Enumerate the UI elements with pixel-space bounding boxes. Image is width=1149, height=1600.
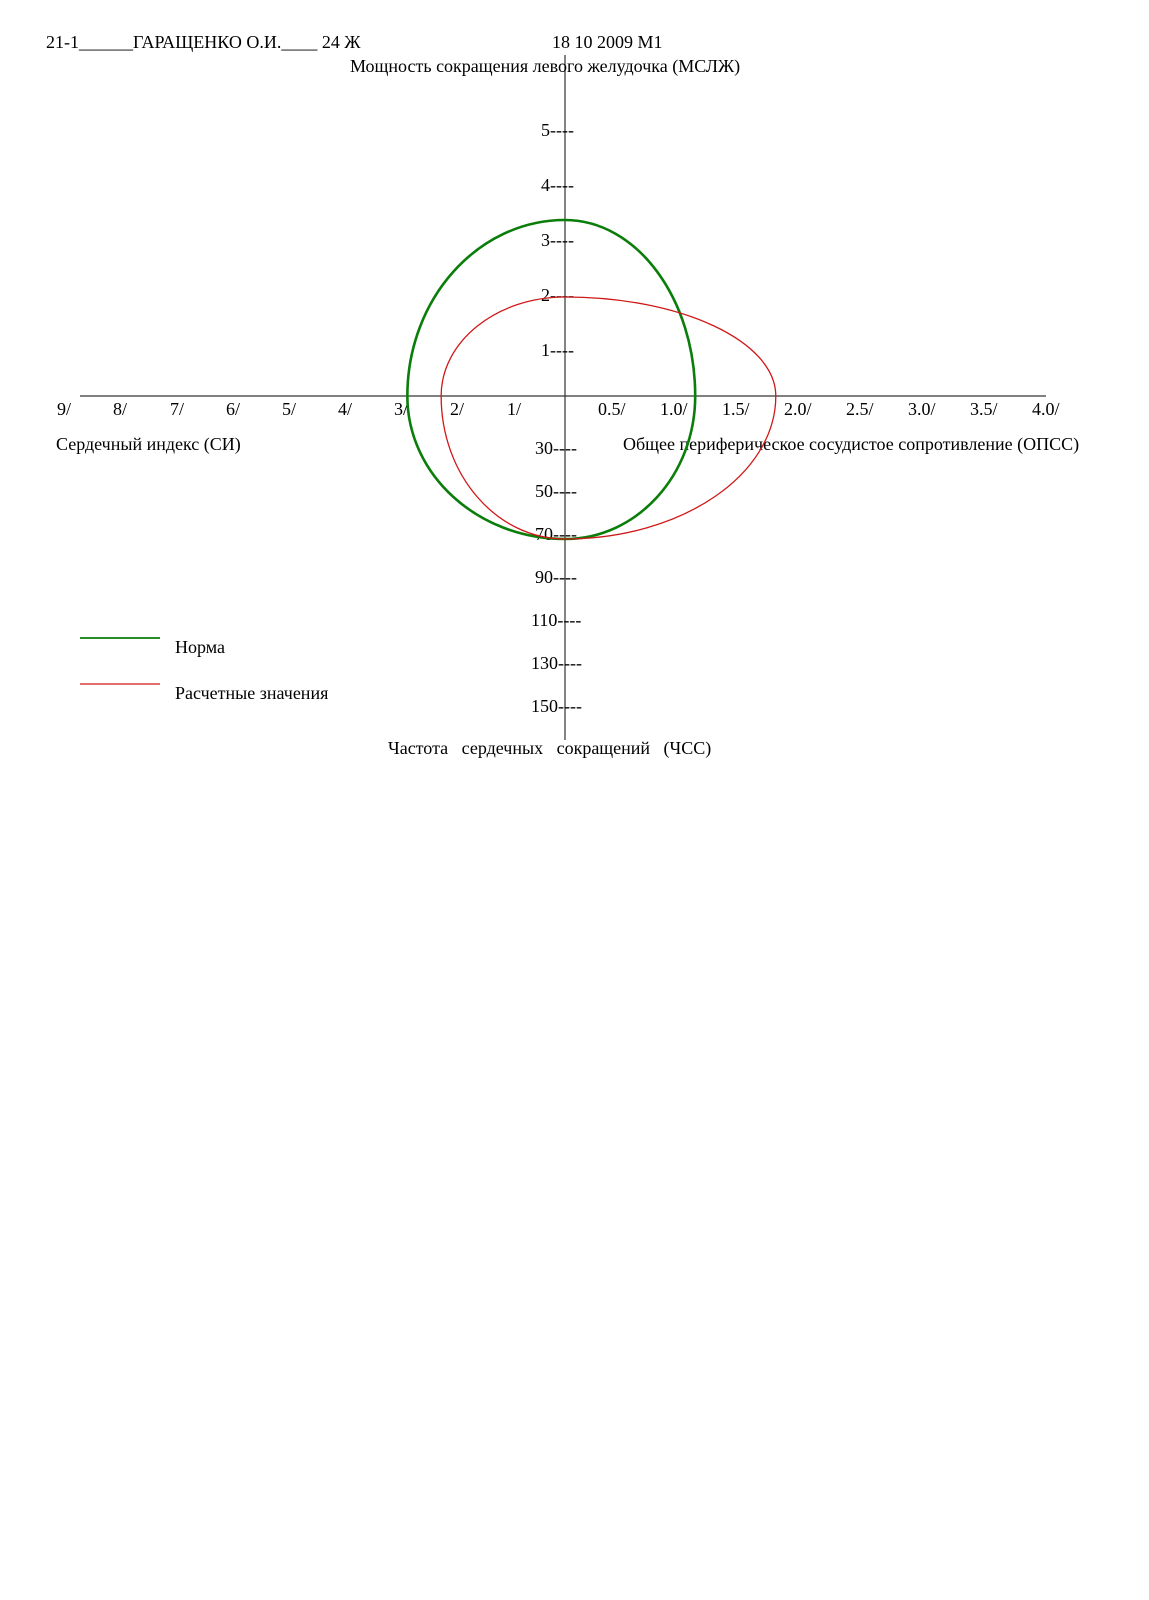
tick-top: 1---- bbox=[541, 340, 574, 360]
tick-left: 6/ bbox=[226, 399, 241, 419]
axis-label-mslzh: Мощность сокращения левого желудочка (МСЛЖ) bbox=[350, 56, 741, 76]
tick-bottom: 130---- bbox=[531, 653, 582, 673]
tick-right: 2.0/ bbox=[784, 399, 812, 419]
tick-top: 5---- bbox=[541, 120, 574, 140]
tick-top: 2---- bbox=[541, 285, 574, 305]
tick-left: 7/ bbox=[170, 399, 185, 419]
tick-left: 1/ bbox=[507, 399, 522, 419]
tick-top: 4---- bbox=[541, 175, 574, 195]
tick-right: 3.0/ bbox=[908, 399, 936, 419]
axis-label-si: Сердечный индекс (СИ) bbox=[56, 434, 241, 454]
tick-left: 2/ bbox=[450, 399, 465, 419]
header-patient-line: 21-1______ГАРАЩЕНКО О.И.____ 24 Ж bbox=[46, 32, 361, 52]
tick-right: 1.5/ bbox=[722, 399, 750, 419]
tick-left: 4/ bbox=[338, 399, 353, 419]
tick-right: 4.0/ bbox=[1032, 399, 1060, 419]
tick-right: 3.5/ bbox=[970, 399, 998, 419]
tick-top: 3---- bbox=[541, 230, 574, 250]
tick-bottom: 50---- bbox=[535, 481, 577, 501]
tick-left: 9/ bbox=[57, 399, 72, 419]
tick-bottom: 30---- bbox=[535, 438, 577, 458]
tick-right: 0.5/ bbox=[598, 399, 626, 419]
tick-bottom: 90---- bbox=[535, 567, 577, 587]
tick-left: 5/ bbox=[282, 399, 297, 419]
header-date-line: 18 10 2009 М1 bbox=[552, 32, 663, 52]
legend-label-norma: Норма bbox=[175, 637, 225, 657]
axis-label-opss: Общее периферическое сосудистое сопротивление (ОПСС) bbox=[623, 434, 1080, 454]
tick-bottom: 110---- bbox=[531, 610, 582, 630]
tick-right: 1.0/ bbox=[660, 399, 688, 419]
tick-bottom: 70---- bbox=[535, 524, 577, 544]
tick-left: 3/ bbox=[394, 399, 409, 419]
legend-label-calculated: Расчетные значения bbox=[175, 683, 329, 703]
tick-right: 2.5/ bbox=[846, 399, 874, 419]
tick-left: 8/ bbox=[113, 399, 128, 419]
tick-bottom: 150---- bbox=[531, 696, 582, 716]
axis-label-chss: Частота сердечных сокращений (ЧСС) bbox=[388, 738, 712, 758]
